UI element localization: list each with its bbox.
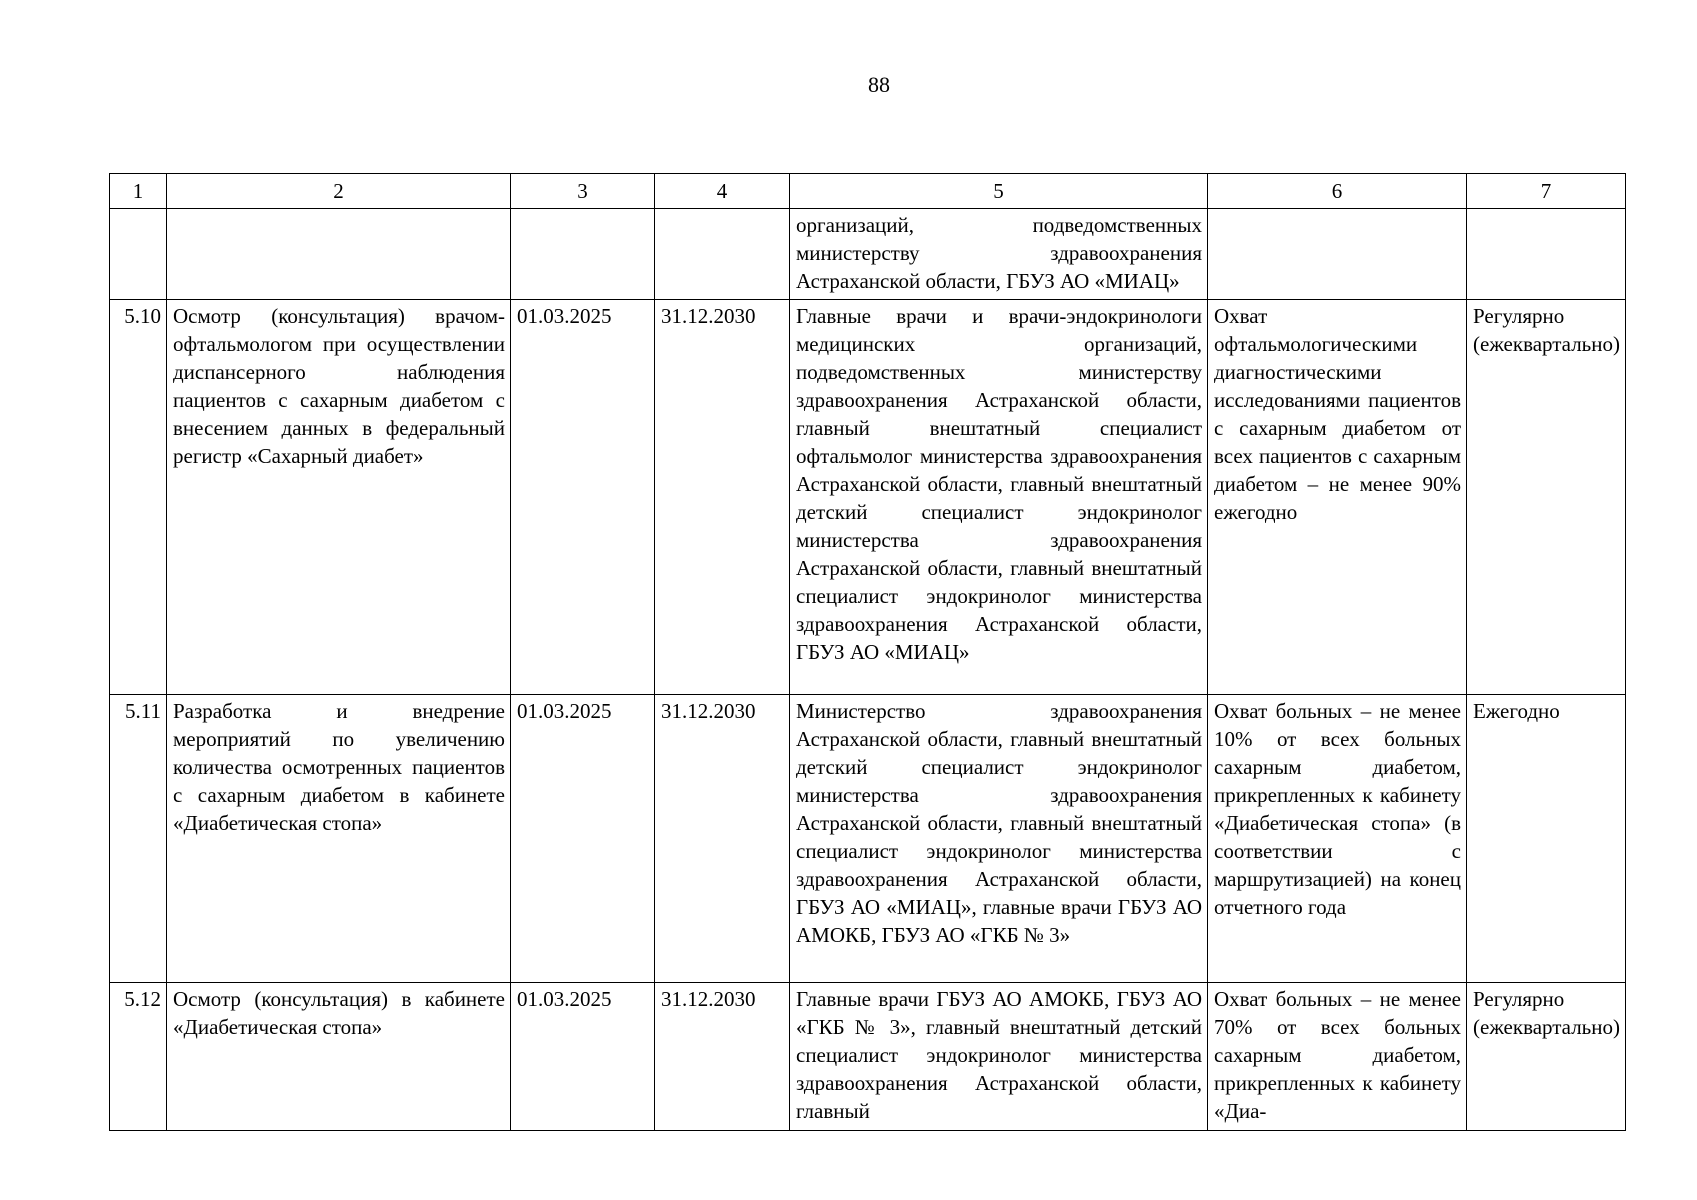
table-row [110, 983, 1626, 1131]
cell-period: Регулярно (ежеквартально) [1467, 983, 1626, 1131]
cell-start-date: 01.03.2025 [511, 983, 655, 1131]
cell-event: Разработка и внедрение мероприятий по увеличению количества осмотренных пациентов с сахарным диабетом в кабинете «Диабетическая стопа» [167, 695, 511, 983]
cell-result: Охват больных – не менее 70% от всех больных сахарным диабетом, прикрепленных к кабинету «Диа- [1208, 983, 1467, 1131]
table-row [110, 209, 1626, 300]
cell-period: Ежегодно [1467, 695, 1626, 983]
cell-empty [511, 209, 655, 300]
column-header: 5 [790, 174, 1208, 209]
cell-event: Осмотр (консультация) врачом-офтальмологом при осуществлении диспансерного наблюдения пациентов с сахарным диабетом с внесением данных в федеральный регистр «Сахарный диабет» [167, 300, 511, 695]
cell-responsible: Министерство здравоохранения Астраханской области, главный внештатный детский специалист эндокринолог министерства здравоохранения Астраханской области, главный внештатный специалист эндокринолог министерства здравоохранения Астраханской области, ГБУЗ АО «МИАЦ», главные врачи ГБУЗ АО АМОКБ, ГБУЗ АО «ГКБ № 3» [790, 695, 1208, 983]
column-header: 4 [655, 174, 790, 209]
column-header: 3 [511, 174, 655, 209]
cell-empty [1208, 209, 1467, 300]
cell-empty [110, 209, 167, 300]
cell-start-date: 01.03.2025 [511, 300, 655, 695]
column-header: 1 [110, 174, 167, 209]
cell-number: 5.12 [110, 983, 167, 1131]
cell-responsible: Главные врачи и врачи-эндокринологи медицинских организаций, подведомственных министерству здравоохранения Астраханской области, главный внештатный специалист офтальмолог министерства здравоохранения Астраханской области, главный внештатный детский специалист эндокринолог министерства здравоохранения Астраханской области, главный внештатный специалист эндокринолог министерства здравоохранения Астраханской области, ГБУЗ АО «МИАЦ» [790, 300, 1208, 695]
column-header: 2 [167, 174, 511, 209]
cell-end-date: 31.12.2030 [655, 695, 790, 983]
plan-table [109, 173, 1626, 1131]
table-row [110, 695, 1626, 983]
cell-event: Осмотр (консультация) в кабинете «Диабетическая стопа» [167, 983, 511, 1131]
cell-end-date: 31.12.2030 [655, 983, 790, 1131]
cell-empty [655, 209, 790, 300]
cell-end-date: 31.12.2030 [655, 300, 790, 695]
cell-period: Регулярно (ежеквартально) [1467, 300, 1626, 695]
cell-number: 5.10 [110, 300, 167, 695]
cell-empty [167, 209, 511, 300]
cell-start-date: 01.03.2025 [511, 695, 655, 983]
cell-empty [1467, 209, 1626, 300]
cell-result: Охват больных – не менее 10% от всех больных сахарным диабетом, прикрепленных к кабинету «Диабетическая стопа» (в соответствии с маршрутизацией) на конец отчетного года [1208, 695, 1467, 983]
table-header-row [110, 174, 1626, 209]
page-number: 88 [868, 72, 890, 97]
cell-responsible: организаций, подведомственных министерству здравоохранения Астраханской области, ГБУЗ АО «МИАЦ» [790, 209, 1208, 300]
cell-number: 5.11 [110, 695, 167, 983]
table-row [110, 300, 1626, 695]
column-header: 6 [1208, 174, 1467, 209]
cell-result: Охват офтальмологическими диагностическими исследованиями пациентов с сахарным диабетом от всех пациентов с сахарным диабетом – не менее 90% ежегодно [1208, 300, 1467, 695]
column-header: 7 [1467, 174, 1626, 209]
cell-responsible: Главные врачи ГБУЗ АО АМОКБ, ГБУЗ АО «ГКБ № 3», главный внештатный детский специалист эндокринолог министерства здравоохранения Астраханской области, главный [790, 983, 1208, 1131]
